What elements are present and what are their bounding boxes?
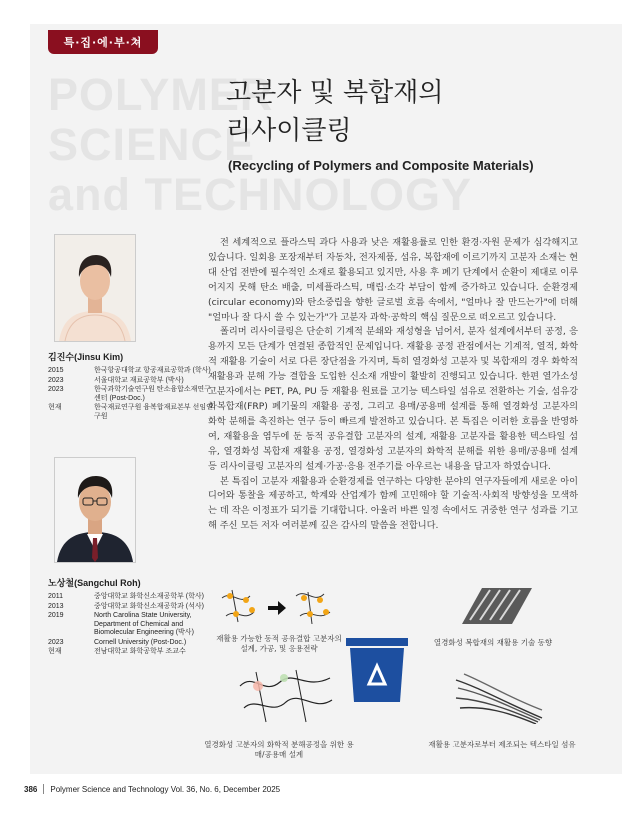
portrait-icon	[55, 458, 135, 562]
title-line: 리사이클링	[226, 116, 352, 146]
career-text: 전남대학교 화학공학부 조교수	[94, 648, 186, 655]
author-photo-2	[54, 457, 136, 563]
author-photo-1	[54, 234, 136, 342]
author-name: 김진수(Jinsu Kim)	[48, 352, 124, 362]
watermark-line: POLYMER	[48, 69, 274, 120]
title-korean	[226, 74, 443, 150]
career-year: 2019	[48, 612, 64, 619]
career-year: 2023	[48, 386, 64, 393]
polymer-network-icon	[218, 586, 338, 630]
caption-thermoset-composite: 열경화성 복합재의 재활용 기술 동향	[433, 638, 553, 647]
caption-chemical-degradation: 열경화성 고분자의 화학적 분해공정을 위한 용매/공용매 설계	[204, 740, 354, 759]
career-row	[48, 612, 214, 638]
page-number: 386	[24, 784, 38, 794]
career-row	[48, 603, 214, 612]
career-text: 중앙대학교 화학신소재공학과 (석사)	[94, 602, 204, 610]
figure-textile-fibers	[454, 670, 544, 728]
career-text: 한국재료연구원 융복합재료본부 선임연구원	[94, 404, 213, 420]
paragraph: 본 특집이 고분자 재활용과 순환경제를 연구하는 다양한 분야의 연구자들에게 새로운 아이디어와 통찰을 제공하고, 학계와 산업계가 함께 고민해야 할 기술적·사회적 방향성을 모색하는 데 작은 이정표가 되기를 기대합니다. 아울러 바쁜 일정 속에서도 귀중한 연구 성과를 기고해 주신 모든 저자 여러분께 깊은 감사의 말씀을 전합니다.	[208, 475, 578, 532]
section-tab: 특·집·에·부·쳐	[48, 30, 158, 54]
portrait-icon	[55, 235, 135, 341]
career-text: 한국항공대학교 항공재료공학과 (학사)	[94, 367, 211, 374]
watermark-line: SCIENCE	[48, 119, 256, 170]
career-year: 현재	[48, 404, 62, 411]
caption-dynamic-covalent: 재활용 가능한 동적 공유결합 고분자의 설계, 가공, 및 응용전략	[216, 634, 342, 653]
journal-info: Polymer Science and Technology Vol. 36, No. 6, December 2025	[50, 784, 281, 794]
title-english: (Recycling of Polymers and Composite Materials)	[228, 158, 534, 173]
career-row	[48, 386, 214, 403]
polymer-chains-icon	[236, 666, 336, 726]
watermark-line: and TECHNOLOGY	[48, 169, 473, 220]
career-year: 2011	[48, 593, 64, 600]
recycle-bin-icon	[344, 636, 410, 704]
composite-fibers-icon	[452, 584, 536, 628]
fiber-bundle-icon	[454, 670, 544, 724]
paragraph: 전 세계적으로 플라스틱 과다 사용과 낮은 재활용률로 인한 환경·자원 문제가 심각해지고 있습니다. 일회용 포장재부터 자동차, 전자제품, 섬유, 복합재에 이르기까지 고분자 소재는 현대 산업 전반에 필수적인 소재로 활용되고 있지만, 사용 후 폐기 단계에서 순환이 제대로 이루어지지 못해 탄소 배출, 미세플라스틱, 매립·소각 부담이 함께 증가하고 있습니다. 순환경제(circular economy)와 탄소중립을 향한 글로벌 흐름 속에서, "얼마나 잘 만드는가"에 더해 "얼마나 잘 다시 쓸 수 있는가"가 고분자 과학·공학의 핵심 질문으로 떠오르고 있습니다.	[208, 237, 578, 323]
career-year: 2013	[48, 602, 64, 610]
figure-recycle-bin	[344, 636, 410, 708]
footer-divider	[43, 784, 44, 794]
figure-thermoset-composite	[452, 584, 536, 632]
figure-chemical-degradation	[236, 666, 336, 730]
figure-dynamic-covalent	[218, 586, 338, 634]
author-name: 노상철(Sangchul Roh)	[48, 578, 141, 588]
career-text: 한국과학기술연구원 탄소융합소재연구센터 (Post-Doc.)	[94, 386, 211, 402]
caption-textile-fibers: 재활용 고분자로부터 제조되는 텍스타일 섬유	[428, 740, 576, 749]
career-year: 현재	[48, 648, 62, 655]
footer	[24, 784, 280, 794]
career-row	[48, 367, 214, 376]
career-row	[48, 377, 214, 386]
career-text: North Carolina State University, Department of Chemical and Biomolecular Engineering (박사)	[94, 612, 194, 636]
career-row	[48, 404, 214, 421]
career-year: 2023	[48, 376, 64, 384]
author-bio-2	[48, 576, 214, 658]
body-text	[208, 236, 578, 534]
career-year: 2015	[48, 367, 64, 374]
career-row	[48, 648, 214, 657]
career-row	[48, 593, 214, 602]
career-year: 2023	[48, 638, 64, 646]
career-row	[48, 639, 214, 648]
author-bio-1	[48, 350, 214, 422]
career-text: 중앙대학교 화학신소재공학부 (학사)	[94, 593, 204, 600]
career-text: Cornell University (Post-Doc.)	[94, 638, 187, 646]
paragraph: 폴리머 리사이클링은 단순히 기계적 분쇄와 재성형을 넘어서, 분자 설계에서부터 공정, 응용까지 모든 단계가 연결된 종합적인 문제입니다. 재활용 공정 관점에서는 기계적, 열적, 화학적 재활용 기술이 서로 다른 장단점을 가지며, 특히 열경화성 고분자 및 복합재의 경우 화학적 재활용과 분해 가능 결합을 도입한 신소재 개발이 활발히 진행되고 있습니다. 한편 열가소성 고분자에서는 PET, PA, PU 등 재활용 원료를 고기능 텍스타일 섬유로 전환하는 기술, 섬유강화복합재(FRP) 폐기물의 재활용 공정, 그리고 용매/공용매 설계를 통해 열경화성 고분자의 화학 분해를 촉진하는 연구 등이 빠르게 발전하고 있습니다. 본 특집은 이러한 흐름을 반영하여, 재활용을 염두에 둔 동적 공유결합 고분자의 설계, 재활용 고분자를 활용한 텍스타일 섬유, 열경화성 복합재 재활용 공정, 열경화성 고분자의 화학적 분해를 위한 용매/공용매 설계 등 리사이클링 고분자의 설계·가공·응용 전주기를 아우르는 내용을 담고자 하였습니다.	[208, 326, 578, 472]
title-line: 고분자 및 복합재의	[226, 78, 444, 108]
career-text: 서울대학교 재료공학부 (박사)	[94, 376, 184, 384]
